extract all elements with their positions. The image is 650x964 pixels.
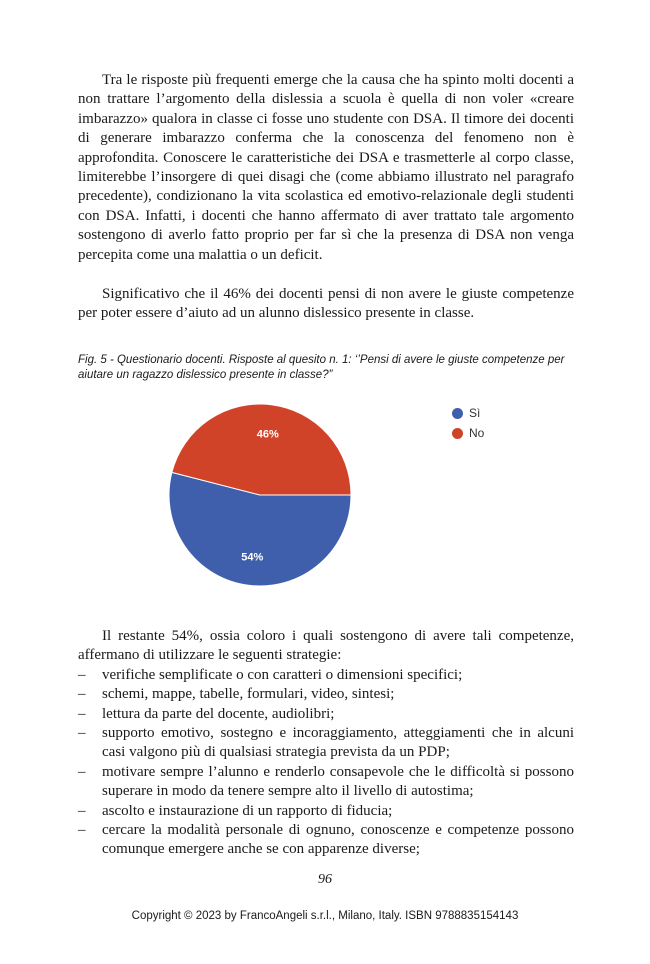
- paragraph-text: Il restante 54%, ossia coloro i quali sostengono di avere tali competenze, affermano di utilizzare le seguenti strategie:: [78, 628, 574, 664]
- strategy-text: lettura da parte del docente, audiolibri;: [102, 705, 335, 722]
- strategy-text: ascolto e instaurazione di un rapporto di fiducia;: [102, 802, 393, 819]
- strategy-item: [78, 821, 574, 860]
- legend-item: [452, 403, 484, 423]
- body-paragraph-2: [78, 285, 574, 324]
- strategy-item: [78, 763, 574, 802]
- paragraph-text: Significativo che il 46% dei docenti pensi di non avere le giuste competenze per poter essere d’aiuto ad un alunno dislessico presente in classe.: [78, 286, 574, 322]
- list-dash: –: [78, 763, 86, 780]
- figure-caption: Fig. 5 - Questionario docenti. Risposte al quesito n. 1: ‘’Pensi di avere le giuste competenze per aiutare un ragazzo dislessico presente in classe?”: [78, 354, 565, 381]
- strategy-text: verifiche semplificate o con caratteri o dimensioni specifici;: [102, 666, 463, 683]
- list-dash: –: [78, 705, 86, 722]
- strategy-item: [78, 724, 574, 763]
- strategies-section: [78, 627, 574, 860]
- list-dash: –: [78, 822, 86, 839]
- chart-legend: [452, 403, 484, 443]
- strategy-text: schemi, mappe, tabelle, formulari, video, sintesi;: [102, 686, 395, 703]
- body-paragraph-1: [78, 71, 574, 265]
- strategy-item: [78, 802, 574, 821]
- list-dash: –: [78, 725, 86, 742]
- legend-swatch: [452, 408, 463, 419]
- strategy-item: [78, 685, 574, 704]
- list-dash: –: [78, 666, 86, 683]
- pie-data-label: 46%: [256, 428, 279, 441]
- strategy-item: [78, 666, 574, 685]
- strategy-text: cercare la modalità personale di ognuno, conoscenze e competenze possono comunque emergere anche se con apparenze diverse;: [102, 822, 574, 858]
- page-number: 96: [318, 872, 332, 887]
- copyright-notice: Copyright © 2023 by FrancoAngeli s.r.l., Milano, Italy. ISBN 9788835154143: [131, 910, 519, 922]
- legend-item: [452, 423, 484, 443]
- legend-label: Sì: [469, 406, 481, 420]
- strategy-item: [78, 705, 574, 724]
- list-dash: –: [78, 686, 86, 703]
- strategy-text: motivare sempre l’alunno e renderlo consapevole che le difficoltà si possono superare in modo da tenere sempre alto il livello di autostima;: [102, 763, 574, 800]
- pie-data-label: 54%: [241, 551, 264, 564]
- strategy-text: supporto emotivo, sostegno e incoraggiamento, atteggiamenti che in alcuni casi valgono più di qualsiasi strategia prevista da un PDP;: [102, 725, 574, 761]
- list-dash: –: [78, 802, 86, 819]
- legend-swatch: [452, 428, 463, 439]
- strategy-list: [78, 666, 574, 860]
- paragraph-text: Tra le risposte più frequenti emerge che la causa che ha spinto molti docenti a non trattare l’argomento della dislessia a scuola è quella di non voler «creare imbarazzo» qualora in classe ci fosse uno studente con DSA. Il timore dei docenti di generare imbarazzo conferma che la conoscenza del fenomeno non è approfondita. Conoscere le caratteristiche dei DSA e trasmetterle al corpo classe, limiterebbe l’insorgere di quei disagi che (come abbiamo illustrato nel paragrafo precedente), condizionano la vita scolastica ed emotivo-relazionale degli studenti con DSA. Infatti, i docenti che hanno affermato di aver trattato tale argomento sostengono di averlo fatto proprio per far sì che la presenza di DSA non venga percepita come una malattia o un deficit.: [78, 72, 574, 263]
- legend-label: No: [469, 426, 485, 440]
